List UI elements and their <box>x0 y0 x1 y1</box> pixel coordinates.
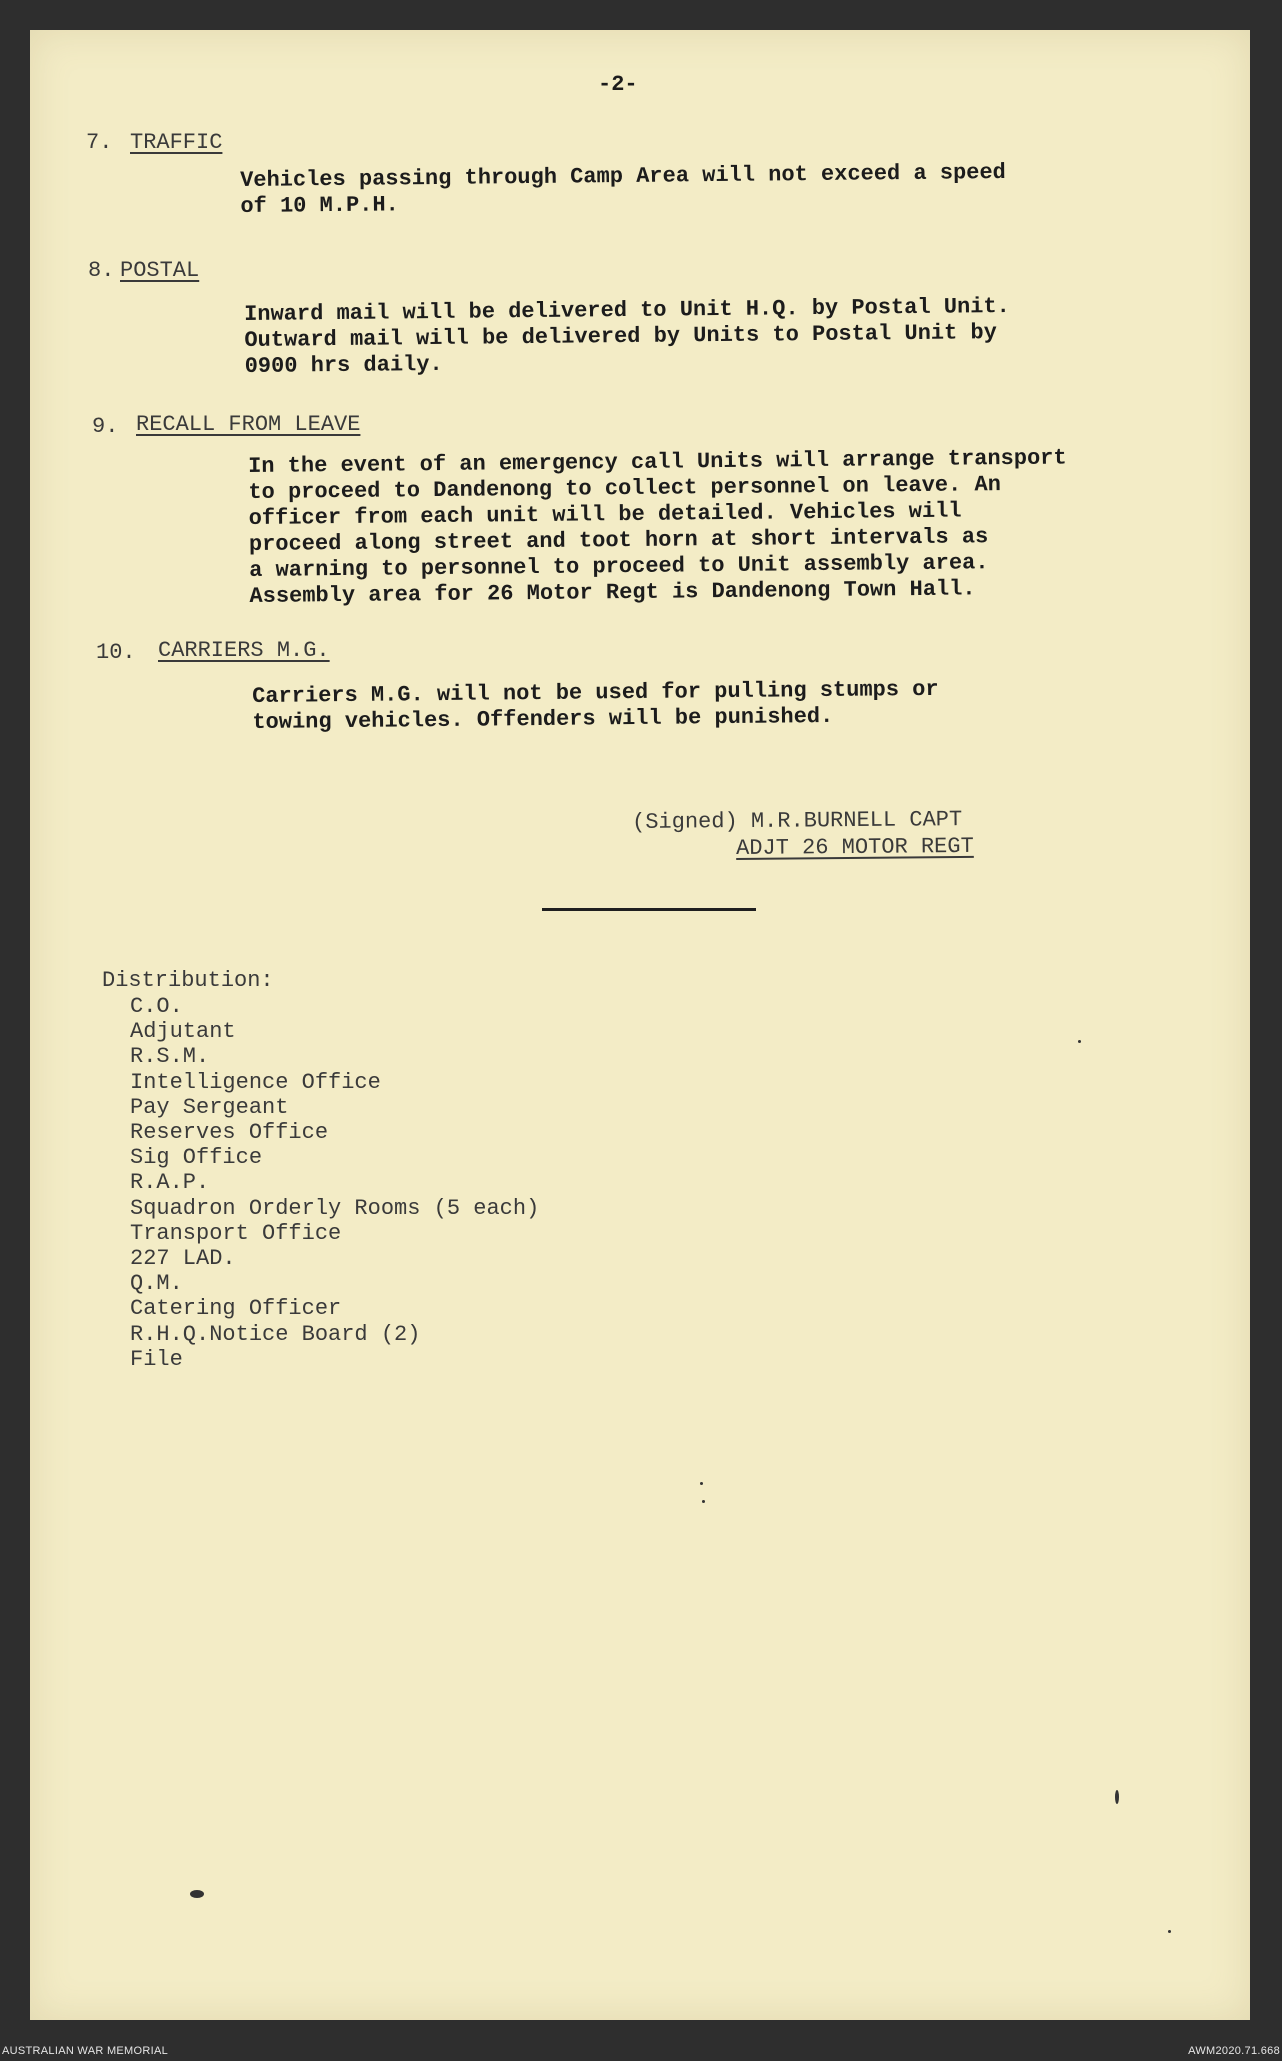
section-9-line: In the event of an emergency call Units will arrange transport <box>248 445 1067 479</box>
section-9-line: to proceed to Dandenong to collect personnel on leave. An <box>248 472 1002 505</box>
section-10-heading: CARRIERS M.G. <box>158 638 330 663</box>
distribution-item: Pay Sergeant <box>130 1094 289 1120</box>
section-9-line: Assembly area for 26 Motor Regt is Dandenong Town Hall. <box>249 576 976 609</box>
distribution-item: Reserves Office <box>130 1120 329 1146</box>
distribution-item: Catering Officer <box>130 1296 342 1322</box>
document-page <box>30 30 1250 2020</box>
section-10-body <box>252 677 939 736</box>
distribution-item: Intelligence Office <box>130 1069 381 1095</box>
paper-speck <box>190 1890 204 1898</box>
section-10-line: Carriers M.G. will not be used for pulling stumps or <box>252 676 939 709</box>
distribution-item: Squadron Orderly Rooms (5 each) <box>130 1195 540 1221</box>
distribution-item: R.S.M. <box>130 1044 210 1070</box>
section-9-line: a warning to personnel to proceed to Unit assembly area. <box>249 550 989 583</box>
section-7-heading: TRAFFIC <box>130 130 223 155</box>
section-10-line: towing vehicles. Offenders will be punished. <box>252 703 834 735</box>
distribution-item: 227 LAD. <box>130 1246 236 1272</box>
section-7-body <box>240 160 1006 220</box>
section-8-body <box>244 294 1011 380</box>
distribution-item: Transport Office <box>130 1220 342 1246</box>
section-10-number: 10. <box>96 640 136 665</box>
section-9-number: 9. <box>92 414 119 439</box>
distribution-item: File <box>130 1346 183 1372</box>
distribution-item: C.O. <box>130 994 183 1019</box>
section-8-number: 8. <box>88 258 115 283</box>
signature-line: (Signed) M.R.BURNELL CAPT <box>632 807 963 835</box>
section-8-heading: POSTAL <box>120 258 200 283</box>
page-number: -2- <box>598 72 638 97</box>
distribution-item: Q.M. <box>130 1271 183 1297</box>
section-8-line: Inward mail will be delivered to Unit H.Q. by Postal Unit. <box>244 293 1010 327</box>
section-9-line: proceed along street and toot horn at short intervals as <box>248 524 989 557</box>
section-9-heading: RECALL FROM LEAVE <box>136 412 361 437</box>
distribution-item: Sig Office <box>130 1145 263 1171</box>
section-8-line: Outward mail will be delivered by Units to Postal Unit by <box>244 320 998 353</box>
paper-speck <box>700 1482 703 1485</box>
section-9-line: officer from each unit will be detailed. Vehicles will <box>248 498 962 531</box>
distribution-item: R.A.P. <box>130 1170 210 1196</box>
footer-accession-number: AWM2020.71.668 <box>1188 2045 1280 2057</box>
distribution-item: R.H.Q.Notice Board (2) <box>130 1321 421 1347</box>
signature-title: ADJT 26 MOTOR REGT <box>736 833 974 861</box>
footer-credit: AUSTRALIAN WAR MEMORIAL <box>2 2045 169 2057</box>
section-7-line: Vehicles passing through Camp Area will not exceed a speed <box>240 159 1006 193</box>
distribution-list <box>130 994 539 1372</box>
section-7-number: 7. <box>86 130 113 155</box>
distribution-item: Adjutant <box>130 1019 236 1045</box>
section-7-line: of 10 M.P.H. <box>240 192 399 219</box>
paper-speck <box>1115 1790 1119 1804</box>
distribution-heading: Distribution: <box>102 968 274 993</box>
paper-speck <box>1078 1040 1081 1043</box>
separator-rule <box>542 908 756 911</box>
section-8-line: 0900 hrs daily. <box>244 351 443 379</box>
section-9-body <box>248 445 1068 610</box>
paper-speck <box>702 1500 705 1503</box>
paper-speck <box>1168 1930 1171 1933</box>
